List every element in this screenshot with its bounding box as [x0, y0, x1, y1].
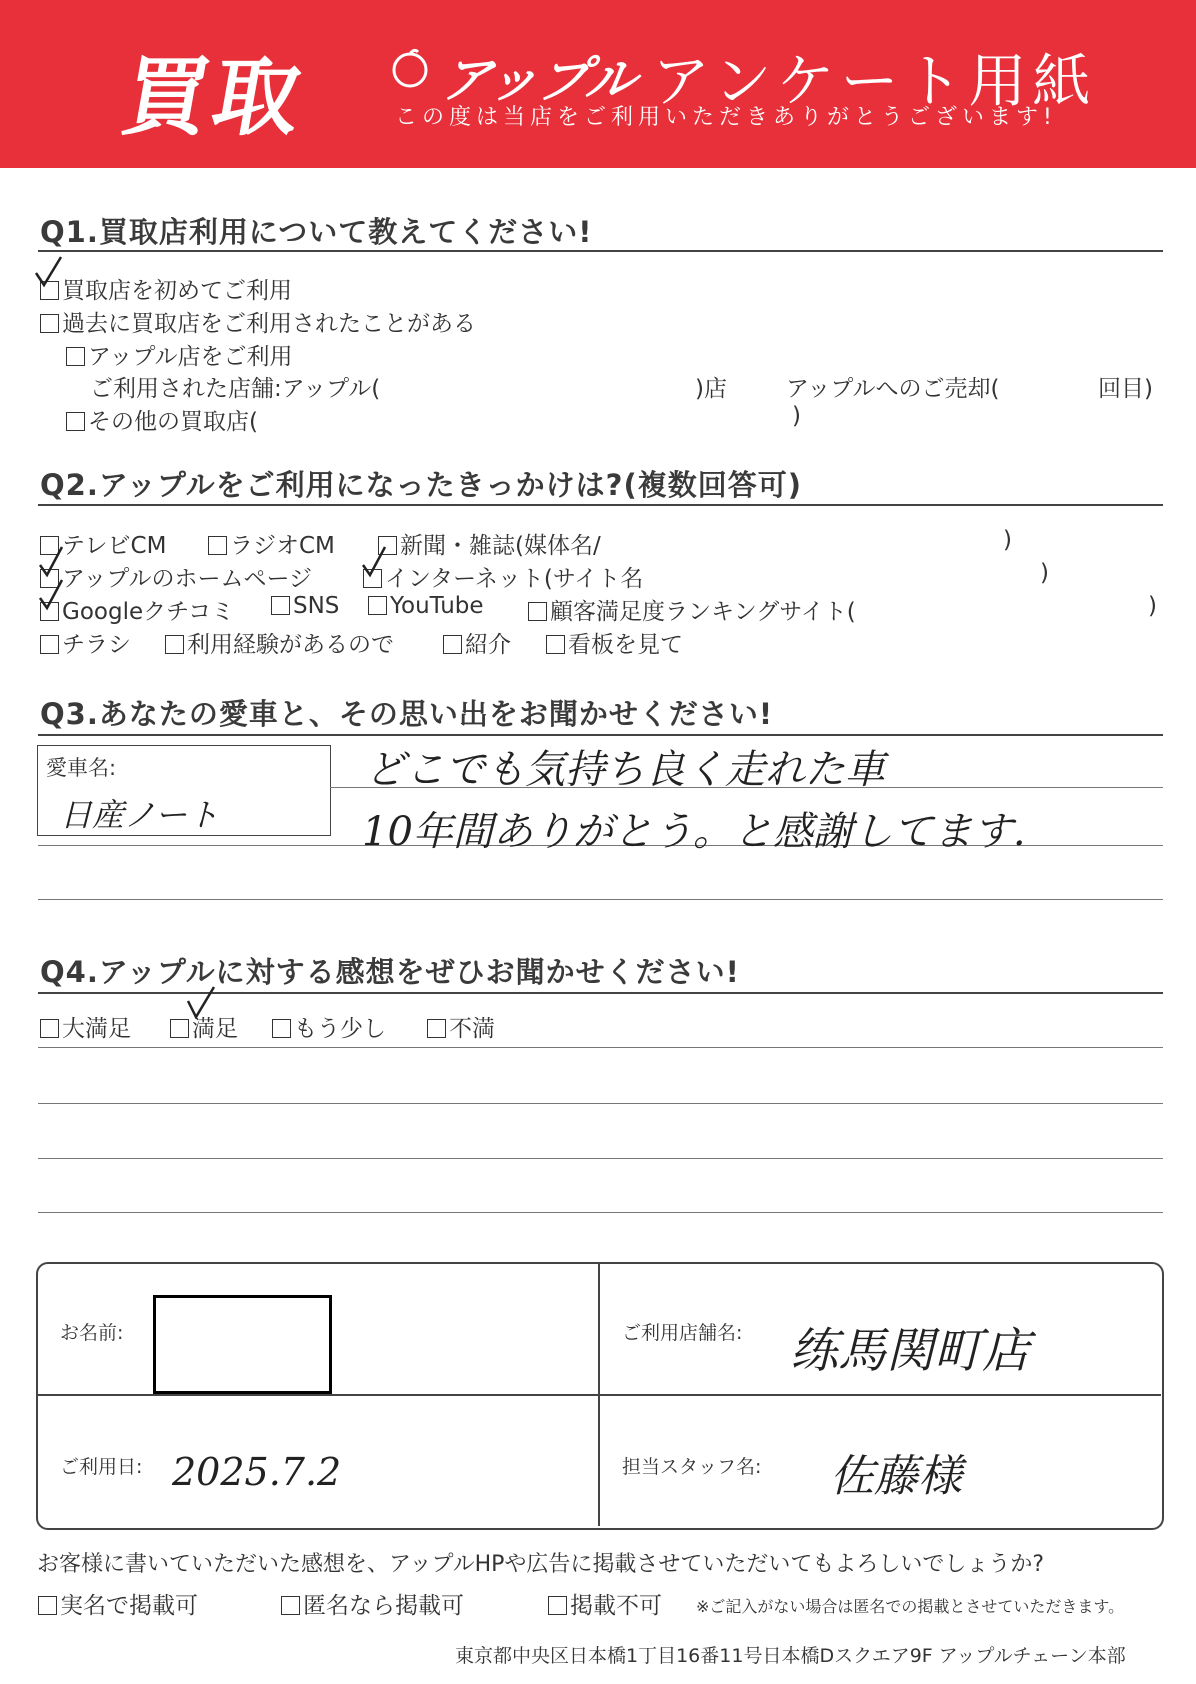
header-banner: [0, 0, 1196, 168]
writing-line: [38, 1103, 1163, 1104]
checkmark-icon: [186, 985, 216, 1019]
q2-title: Q2.アップルをご利用になったきっかけは?(複数回答可): [40, 468, 802, 502]
checkmark-icon: [38, 578, 68, 612]
checkbox[interactable]: [281, 1596, 300, 1615]
checkmark-icon: [361, 545, 391, 579]
apple-logo-icon: [390, 48, 430, 88]
checkbox[interactable]: [271, 596, 290, 615]
q4-title: Q4.アップルに対する感想をぜひお聞かせください!: [40, 955, 740, 989]
q2-option-youtube[interactable]: YouTube: [368, 593, 484, 619]
checkbox[interactable]: [38, 1596, 57, 1615]
divider: [38, 250, 1163, 252]
consent-anonymous[interactable]: 匿名なら掲載可: [281, 1587, 464, 1620]
other-close: ): [792, 403, 801, 429]
q4-option-very-satisfied[interactable]: 大満足: [40, 1010, 131, 1043]
q4-option-unsatisfied[interactable]: 不満: [427, 1010, 495, 1043]
form-title: アンケート用紙: [652, 47, 1097, 115]
q2-option-flyer[interactable]: チラシ: [40, 626, 131, 659]
divider: [38, 504, 1163, 506]
q4-option-almost[interactable]: もう少し: [272, 1010, 386, 1043]
writing-line: [38, 1158, 1163, 1159]
q2-option-sns[interactable]: SNS: [271, 593, 339, 619]
store-name-handwritten[interactable]: 练馬関町店: [790, 1323, 1031, 1379]
checkmark-icon: [38, 545, 68, 579]
date-handwritten[interactable]: 2025.7.2: [172, 1450, 342, 1494]
kaitori-logo: 買取: [114, 48, 313, 148]
staff-label: 担当スタッフ名:: [622, 1456, 762, 1478]
date-label: ご利用日:: [60, 1456, 143, 1478]
checkbox[interactable]: [427, 1019, 446, 1038]
q1-option-apple[interactable]: アップル店をご利用: [66, 338, 292, 371]
checkbox[interactable]: [165, 635, 184, 654]
checkbox[interactable]: [66, 412, 85, 431]
brand-name: アップル: [437, 51, 641, 109]
checkbox[interactable]: [548, 1596, 567, 1615]
footer-address: 東京都中央区日本橋1丁目16番11号日本橋Dスクエア9F アップルチェーン本部: [455, 1645, 1126, 1667]
info-divider-horizontal: [37, 1394, 1161, 1396]
q2-option-homepage[interactable]: アップルのホームページ: [40, 560, 312, 593]
q1-option-other[interactable]: その他の買取店(: [66, 403, 258, 436]
q1-option-past[interactable]: 過去に買取店をご利用されたことがある: [40, 305, 476, 338]
memory-line-1[interactable]: どこでも気持ち良く走れた車: [365, 747, 885, 793]
store-used-prefix: ご利用された店舗:アップル(: [90, 376, 381, 402]
store-used-suffix: )店: [695, 376, 727, 402]
writing-line: [38, 899, 1163, 900]
consent-not-allowed[interactable]: 掲載不可: [548, 1587, 662, 1620]
checkbox[interactable]: [66, 347, 85, 366]
sale-count-suffix: 回目): [1098, 376, 1153, 402]
q2-option-google[interactable]: Googleクチコミ: [40, 593, 234, 626]
checkbox[interactable]: [40, 314, 59, 333]
checkbox[interactable]: [170, 1019, 189, 1038]
q2-option-signboard[interactable]: 看板を見て: [546, 626, 683, 659]
consent-question: お客様に書いていただいた感想を、アップルHPや広告に掲載させていただいてもよろしいでしょうか?: [37, 1552, 1045, 1577]
writing-line: [38, 1047, 1163, 1048]
checkbox[interactable]: [272, 1019, 291, 1038]
q4-option-satisfied[interactable]: 満足: [170, 1010, 238, 1043]
checkbox[interactable]: [40, 635, 59, 654]
store-label: ご利用店舗名:: [622, 1322, 743, 1344]
internet-close: ): [1040, 560, 1049, 586]
car-name-label: 愛車名:: [46, 756, 117, 780]
name-label: お名前:: [60, 1322, 124, 1344]
checkmark-icon: [34, 255, 64, 289]
q2-option-internet[interactable]: インターネット(サイト名: [363, 560, 643, 593]
checkbox[interactable]: [528, 602, 547, 621]
q1-option-first[interactable]: 買取店を初めてご利用: [40, 272, 292, 305]
checkbox[interactable]: [208, 536, 227, 555]
q3-title: Q3.あなたの愛車と、その思い出をお聞かせください!: [40, 697, 774, 731]
q2-option-newspaper[interactable]: 新聞・雑誌(媒体名/: [378, 527, 601, 560]
consent-note: ※ご記入がない場合は匿名での掲載とさせていただきます。: [696, 1597, 1125, 1616]
name-redacted-field[interactable]: [153, 1295, 332, 1394]
staff-name-handwritten[interactable]: 佐藤様: [830, 1451, 962, 1502]
memory-line-2[interactable]: 10年間ありがとう。と感謝してます.: [362, 809, 1026, 855]
q2-option-radio[interactable]: ラジオCM: [208, 527, 335, 560]
checkbox[interactable]: [368, 596, 387, 615]
checkbox[interactable]: [40, 1019, 59, 1038]
q1-title: Q1.買取店利用について教えてください!: [40, 215, 593, 249]
consent-real-name[interactable]: 実名で掲載可: [38, 1587, 198, 1620]
sale-count-prefix: アップルへのご売却(: [786, 376, 1000, 402]
divider: [38, 734, 1163, 736]
q2-option-experience[interactable]: 利用経験があるので: [165, 626, 394, 659]
writing-line: [38, 1212, 1163, 1213]
checkbox[interactable]: [443, 635, 462, 654]
q2-option-referral[interactable]: 紹介: [443, 626, 511, 659]
checkbox[interactable]: [546, 635, 565, 654]
greeting: この度は当店をご利用いただきありがとうございます!: [395, 105, 1057, 130]
q2-option-ranking[interactable]: 顧客満足度ランキングサイト(: [528, 593, 856, 626]
q2-option-tv[interactable]: テレビCM: [40, 527, 166, 560]
newspaper-close: ): [1003, 527, 1012, 553]
ranking-close: ): [1148, 593, 1157, 619]
car-name-handwritten[interactable]: 日産ノート: [60, 796, 220, 834]
